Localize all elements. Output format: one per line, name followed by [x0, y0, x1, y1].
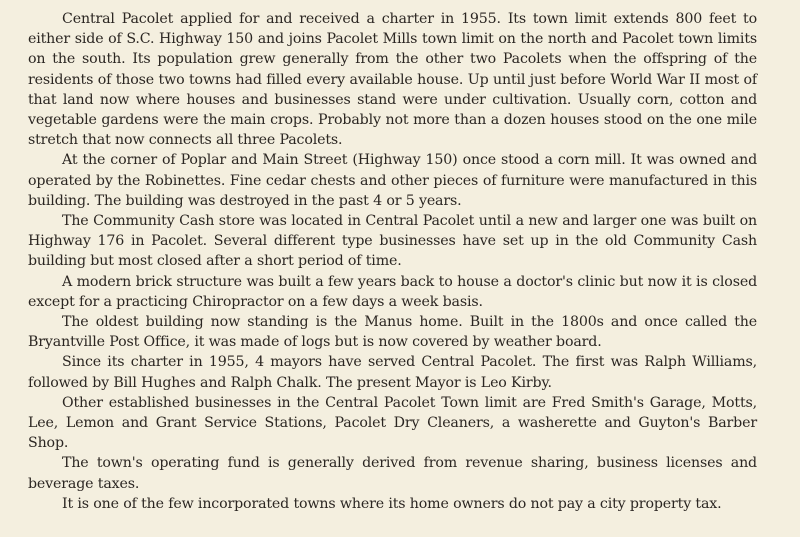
paragraph-charter: Central Pacolet applied for and received a charter in 1955. Its town limit extends 800 feet to either side of S.C. Highway 150 and joins Pacolet Mills town limit on the north and Pacolet town limits on the south. Its population grew generally from the other two Pacolets when the offspring of the residents of those two towns had filled every available house. Up until just before World War II most of that land now where houses and businesses stand were under cultivation. Usually corn, cotton and vegetable gardens were the main crops. Probably not more than a dozen houses stood on the one mile stretch that now connects all three Pacolets.	[28, 11, 757, 149]
body-text	[28, 9, 757, 514]
paragraph-corn-mill: At the corner of Poplar and Main Street (Highway 150) once stood a corn mill. It was owned and operated by the Robinettes. Fine cedar chests and other pieces of furniture were manufactured in this building. The building was destroyed in the past 4 or 5 years.	[28, 152, 757, 209]
paragraph-mayors: Since its charter in 1955, 4 mayors have served Central Pacolet. The first was Ralph Williams, followed by Bill Hughes and Ralph Chalk. The present Mayor is Leo Kirby.	[28, 354, 757, 391]
paragraph-community-cash: The Community Cash store was located in Central Pacolet until a new and larger one was built on Highway 176 in Pacolet. Several different type businesses have set up in the old Community Cash building but most closed after a short period of time.	[28, 213, 757, 270]
paragraph-operating-fund: The town's operating fund is generally derived from revenue sharing, business licenses and beverage taxes.	[28, 455, 757, 492]
paragraph-property-tax: It is one of the few incorporated towns where its home owners do not pay a city property tax.	[62, 495, 722, 512]
paragraph-manus-home: The oldest building now standing is the Manus home. Built in the 1800s and once called the Bryantville Post Office, it was made of logs but is now covered by weather board.	[28, 314, 757, 351]
paragraph-clinic: A modern brick structure was built a few years back to house a doctor's clinic but now it is closed except for a practicing Chiropractor on a few days a week basis.	[28, 273, 757, 310]
paragraph-businesses: Other established businesses in the Central Pacolet Town limit are Fred Smith's Garage, Motts, Lee, Lemon and Grant Service Stations, Pacolet Dry Cleaners, a washerette and Guyton's Barber Shop.	[28, 394, 757, 452]
